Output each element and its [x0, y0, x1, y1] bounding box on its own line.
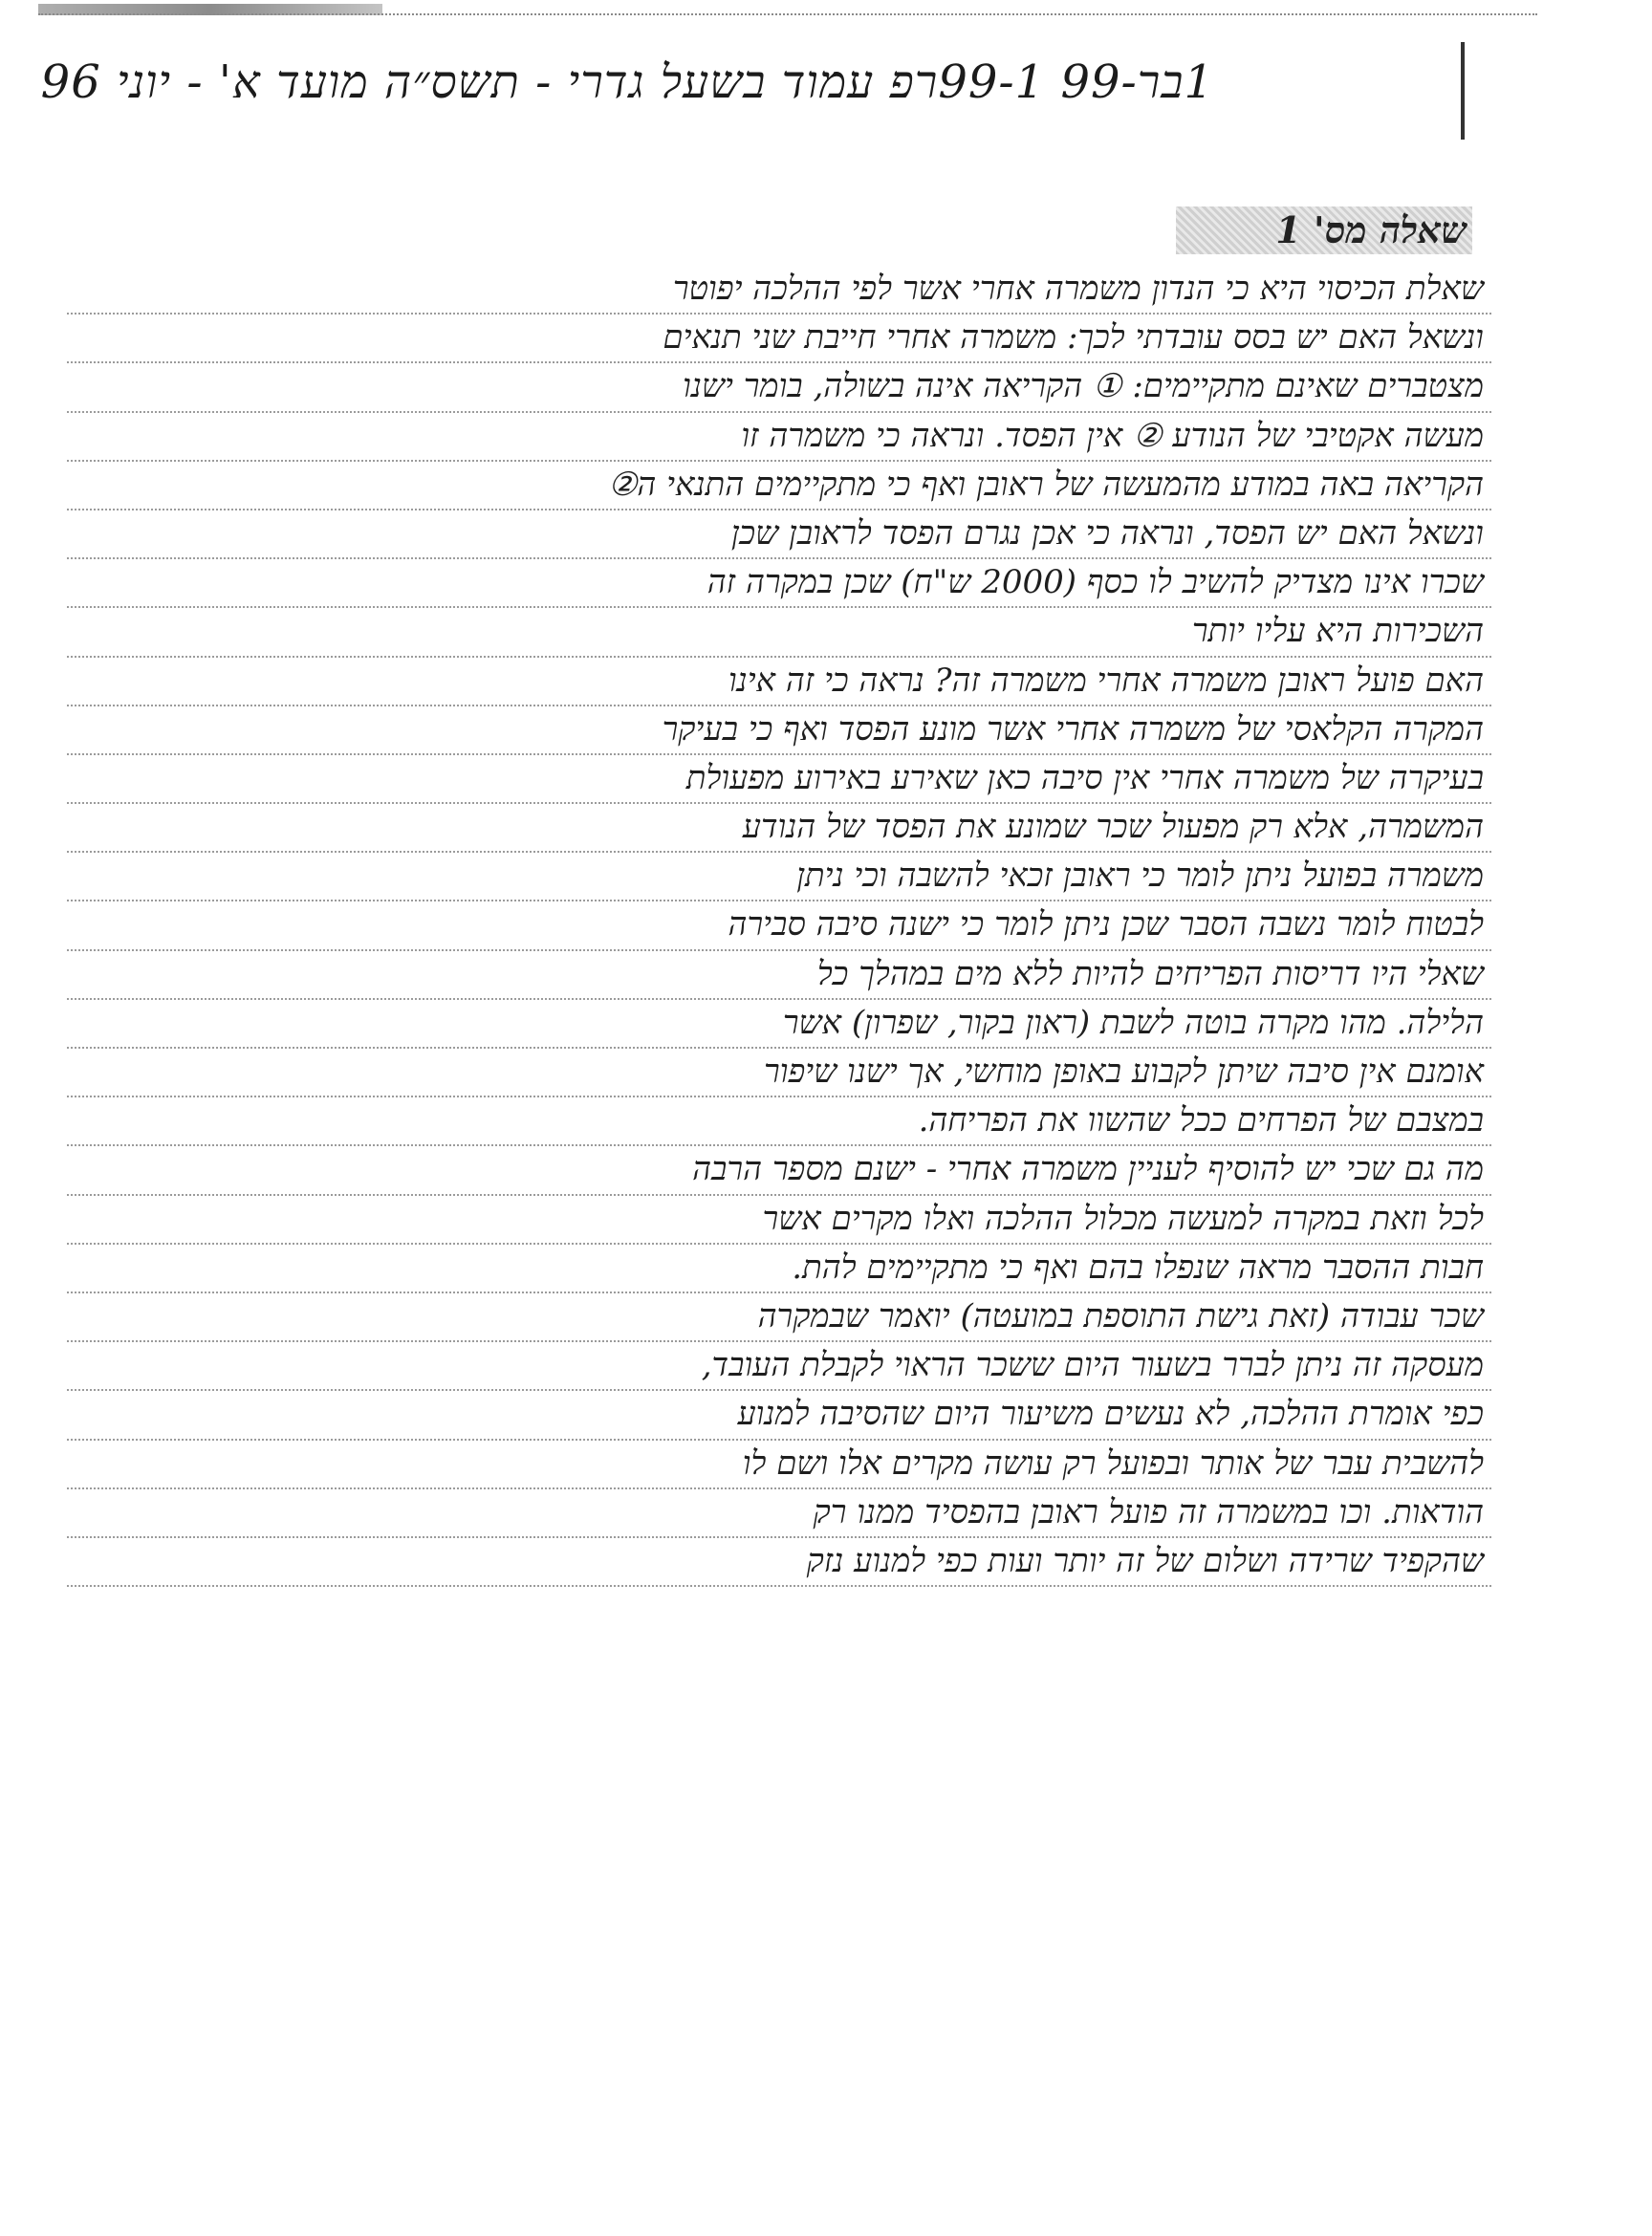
answer-line: חבות ההסבר מראה שנפלו בהם ואף כי מתקיימים להת. — [67, 1245, 1491, 1293]
answer-line: מעסקה זה ניתן לברר בשעור היום ששכר הראוי לקבלת העובד, — [67, 1342, 1491, 1391]
answer-body — [67, 266, 1491, 1587]
answer-line: הלילה. מהו מקרה בוטה לשבת (ראון בקור, שפרון) אשר — [67, 1000, 1491, 1049]
answer-line: המקרה הקלאסי של משמרה אחרי אשר מונע הפסד ואף כי בעיקר — [67, 706, 1491, 755]
answer-line: האם פועל ראובן משמרה אחרי משמרה זה? נראה כי זה אינו — [67, 658, 1491, 706]
answer-line: לכל וזאת במקרה למעשה מכלול ההלכה ואלו מקרים אשר — [67, 1196, 1491, 1245]
scan-edge-line — [38, 13, 1537, 15]
answer-line: אומנם אין סיבה שיתן לקבוע באופן מוחשי, אך ישנו שיפור — [67, 1049, 1491, 1097]
page-header: 1בר-99 99-1רפ עמוד בשעל גדרי - תשס״ה מועד א' - יוני 96 — [40, 55, 1214, 109]
answer-line: לבטוח לומר נשבה הסבר שכן ניתן לומר כי ישנה סיבה סבירה — [67, 901, 1491, 950]
answer-line: ונשאל האם יש הפסד, ונראה כי אכן נגרם הפסד לראובן שכן — [67, 510, 1491, 559]
answer-line: המשמרה, אלא רק מפעול שכר שמונע את הפסד של הנודע — [67, 804, 1491, 853]
answer-line: שאלי היו דריסות הפריחים להיות ללא מים במהלך כל — [67, 951, 1491, 1000]
answer-line: שאלת הכיסוי היא כי הנדון משמרה אחרי אשר לפי ההלכה יפוטר — [67, 266, 1491, 315]
answer-line: שכרו אינו מצדיק להשיב לו כסף (2000 ש"ח) שכן במקרה זה — [67, 559, 1491, 608]
answer-line: במצבם של הפרחים ככל שהשוו את הפריחה. — [67, 1097, 1491, 1146]
answer-line: שהקפיד שרידה ושלום של זה יותר ועות כפי למנוע נזק — [67, 1538, 1491, 1587]
margin-mark — [1461, 42, 1465, 140]
answer-line: בעיקרה של משמרה אחרי אין סיבה כאן שאירע באירוע מפעולת — [67, 755, 1491, 804]
answer-line: השכירות היא עליו יותר — [67, 608, 1491, 657]
answer-line: מעשה אקטיבי של הנודע ② אין הפסד. ונראה כי משמרה זו — [67, 413, 1491, 462]
answer-line: שכר עבודה (זאת גישת התוספת במועטה) יואמר שבמקרה — [67, 1293, 1491, 1342]
answer-line: מה גם שכי יש להוסיף לעניין משמרה אחרי - ישנם מספר הרבה — [67, 1146, 1491, 1195]
answer-line: הקריאה באה במודע מהמעשה של ראובן ואף כי מתקיימים התנאי ה② — [67, 462, 1491, 510]
question-title: שאלה מס' 1 — [1176, 206, 1472, 254]
answer-line: מצטברים שאינם מתקיימים: ① הקריאה אינה בשולה, בומר ישנו — [67, 363, 1491, 412]
answer-line: משמרה בפועל ניתן לומר כי ראובן זכאי להשבה וכי ניתן — [67, 853, 1491, 901]
answer-line: להשבית עבר של אותר ובפועל רק עושה מקרים אלו ושם לו — [67, 1441, 1491, 1489]
answer-line: כפי אומרת ההלכה, לא נעשים משיעור היום שהסיבה למנוע — [67, 1391, 1491, 1440]
answer-line: ונשאל האם יש בסס עובדתי לכך: משמרה אחרי חייבת שני תנאים — [67, 315, 1491, 363]
answer-line: הודאות. וכו במשמרה זה פועל ראובן בהפסיד ממנו רק — [67, 1489, 1491, 1538]
